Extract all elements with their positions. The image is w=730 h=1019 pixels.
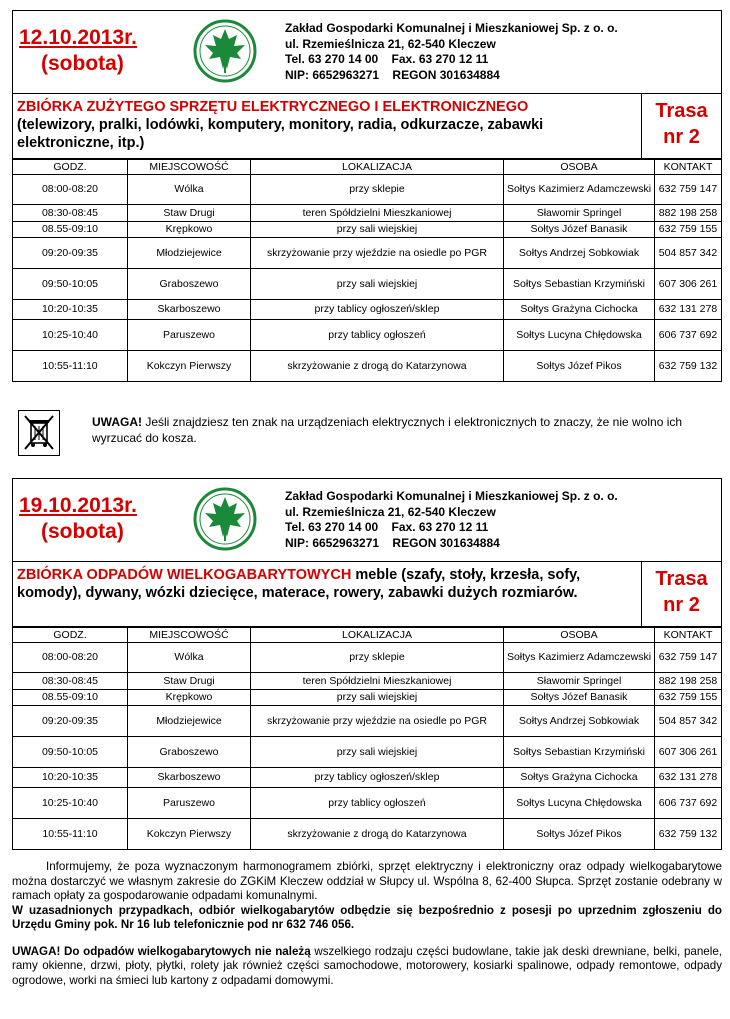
crossed-out-bin-icon (18, 410, 60, 456)
collection-title-box (12, 93, 722, 159)
collection-section-2 (12, 478, 722, 850)
cell-location: przy tablicy ogłoszeń/sklep (251, 300, 504, 320)
cell-place: Skarboszewo (128, 768, 251, 788)
cell-person: Sołtys Józef Pikos (504, 351, 655, 382)
col-contact: KONTAKT (655, 160, 722, 175)
cell-contact: 632 131 278 (655, 768, 722, 788)
route-label (641, 94, 721, 158)
footer-warning (12, 945, 722, 989)
cell-location: przy sali wiejskiej (251, 269, 504, 300)
col-person: OSOBA (504, 160, 655, 175)
cell-time: 09:50-10:05 (13, 269, 128, 300)
cell-contact: 632 759 132 (655, 819, 722, 850)
cell-person: Sołtys Józef Banasik (504, 222, 655, 238)
col-time: GODZ. (13, 628, 128, 643)
col-place: MIEJSCOWOŚĆ (128, 628, 251, 643)
footer-info: Informujemy, że poza wyznaczonym harmonogramem zbiórki, sprzęt elektryczny i elektroniczny oraz odpady wielkogabarytowe można dostarczyć we własnym zakresie do ZGKiM Kleczew oddział w Słupcy ul. Wspólna 8, 62-400 Słupca. Sprzęt zostanie odebrany w ramach opłaty za gospodarowanie odpadami komunalnymi. (12, 860, 722, 902)
title-red: ZBIÓRKA ZUŻYTEGO SPRZĘTU ELEKTRYCZNEGO I ELEKTRONICZNEGO (17, 99, 529, 115)
table-header-row (13, 160, 722, 175)
cell-contact: 607 306 261 (655, 737, 722, 768)
cell-person: Sołtys Andrzej Sobkowiak (504, 238, 655, 269)
cell-place: Paruszewo (128, 320, 251, 351)
section-header (12, 478, 722, 561)
cell-time: 10:25-10:40 (13, 788, 128, 819)
route-number: nr 2 (663, 126, 700, 148)
cell-person: Sołtys Kazimierz Adamczewski (504, 175, 655, 205)
col-contact: KONTAKT (655, 628, 722, 643)
route-number: nr 2 (663, 594, 700, 616)
cell-location: przy sklepie (251, 643, 504, 673)
cell-time: 08:00-08:20 (13, 175, 128, 205)
cell-place: Krępkowo (128, 690, 251, 706)
cell-contact: 882 198 258 (655, 673, 722, 690)
table-row (13, 768, 722, 788)
company-phone: Tel. 63 270 14 00 Fax. 63 270 12 11 (285, 520, 489, 534)
footer-warning-label: UWAGA! Do odpadów wielkogabarytowych nie należą (12, 944, 311, 958)
table-row (13, 737, 722, 768)
cell-time: 08:00-08:20 (13, 643, 128, 673)
warning-text (92, 414, 712, 446)
cell-place: Graboszewo (128, 737, 251, 768)
route-word: Trasa (655, 100, 708, 122)
table-row (13, 788, 722, 819)
collection-title (17, 98, 631, 152)
cell-time: 10:25-10:40 (13, 320, 128, 351)
table-header-row (13, 628, 722, 643)
cell-contact: 632 759 147 (655, 175, 722, 205)
title-items: (telewizory, pralki, lodówki, komputery, monitory, radia, odkurzacze, zabawki elektroniczne, itp.) (17, 117, 544, 151)
cell-location: skrzyżowanie przy wjeździe na osiedle po PGR (251, 706, 504, 737)
footer-pickup: W uzasadnionych przypadkach, odbiór wielkogabarytów odbędzie się bezpośrednio z posesji po uprzednim zgłoszeniu do Urzędu Gminy pok. Nr 16 lub telefonicznie pod nr 632 746 056. (12, 903, 722, 931)
company-phone: Tel. 63 270 14 00 Fax. 63 270 12 11 (285, 52, 489, 66)
cell-contact: 632 131 278 (655, 300, 722, 320)
schedule-table (12, 159, 722, 382)
table-row (13, 205, 722, 222)
cell-person: Sołtys Lucyna Chłędowska (504, 320, 655, 351)
cell-time: 09:50-10:05 (13, 737, 128, 768)
cell-place: Wólka (128, 643, 251, 673)
cell-contact: 504 857 342 (655, 238, 722, 269)
cell-person: Sołtys Sebastian Krzymiński (504, 737, 655, 768)
schedule-table (12, 627, 722, 850)
cell-place: Młodziejewice (128, 238, 251, 269)
cell-time: 10:20-10:35 (13, 300, 128, 320)
cell-time: 10:55-11:10 (13, 351, 128, 382)
cell-place: Kokczyn Pierwszy (128, 819, 251, 850)
cell-location: przy tablicy ogłoszeń (251, 788, 504, 819)
cell-place: Kokczyn Pierwszy (128, 351, 251, 382)
cell-location: teren Spółdzielni Mieszkaniowej (251, 205, 504, 222)
day-text: (sobota) (41, 52, 124, 75)
cell-location: teren Spółdzielni Mieszkaniowej (251, 673, 504, 690)
col-person: OSOBA (504, 628, 655, 643)
company-info (285, 21, 618, 83)
cell-time: 09:20-09:35 (13, 238, 128, 269)
date-text: 12.10.2013r. (19, 26, 137, 49)
cell-contact: 607 306 261 (655, 269, 722, 300)
table-row (13, 643, 722, 673)
cell-contact: 882 198 258 (655, 205, 722, 222)
cell-place: Staw Drugi (128, 205, 251, 222)
col-time: GODZ. (13, 160, 128, 175)
cell-location: przy sali wiejskiej (251, 690, 504, 706)
company-ids: NIP: 6652963271 REGON 301634884 (285, 535, 500, 550)
warning-body: Jeśli znajdziesz ten znak na urządzeniach elektrycznych i elektronicznych to znaczy, że nie wolno ich wyrzucać do kosza. (92, 415, 683, 445)
cell-location: przy sklepie (251, 175, 504, 205)
table-row (13, 351, 722, 382)
cell-place: Krępkowo (128, 222, 251, 238)
table-row (13, 175, 722, 205)
table-row (13, 269, 722, 300)
schedule-body (13, 643, 722, 850)
date-text: 19.10.2013r. (19, 494, 137, 517)
cell-place: Paruszewo (128, 788, 251, 819)
company-logo-icon (193, 487, 257, 551)
day-text: (sobota) (41, 520, 124, 543)
cell-place: Staw Drugi (128, 673, 251, 690)
schedule-body (13, 175, 722, 382)
cell-person: Sołtys Lucyna Chłędowska (504, 788, 655, 819)
cell-contact: 606 737 692 (655, 788, 722, 819)
cell-place: Młodziejewice (128, 706, 251, 737)
cell-time: 08.55-09:10 (13, 690, 128, 706)
cell-person: Sołtys Kazimierz Adamczewski (504, 643, 655, 673)
cell-location: przy tablicy ogłoszeń/sklep (251, 768, 504, 788)
company-name: Zakład Gospodarki Komunalnej i Mieszkaniowej Sp. z o. o. (285, 21, 618, 35)
cell-contact: 632 759 155 (655, 222, 722, 238)
collection-date (19, 493, 137, 545)
company-logo-icon (193, 19, 257, 83)
table-row (13, 238, 722, 269)
table-row (13, 300, 722, 320)
footer-notes (12, 860, 722, 988)
company-info (285, 489, 618, 551)
collection-title (17, 566, 631, 602)
cell-location: przy sali wiejskiej (251, 737, 504, 768)
cell-contact: 632 759 132 (655, 351, 722, 382)
table-row (13, 222, 722, 238)
cell-time: 08:30-08:45 (13, 205, 128, 222)
cell-person: Sołtys Andrzej Sobkowiak (504, 706, 655, 737)
title-items: meble (szafy, stoły, krzesła, sofy, komody), dywany, wózki dziecięce, materace, rowery, zabawki dużych rozmiarów. (17, 567, 581, 601)
collection-date (19, 25, 137, 77)
cell-location: przy sali wiejskiej (251, 222, 504, 238)
table-row (13, 320, 722, 351)
warning-label: UWAGA! (92, 415, 142, 429)
cell-location: przy tablicy ogłoszeń (251, 320, 504, 351)
table-row (13, 706, 722, 737)
cell-contact: 632 759 155 (655, 690, 722, 706)
cell-location: skrzyżowanie z drogą do Katarzynowa (251, 351, 504, 382)
footer-warning-text: wszelkiego rodzaju części budowlane, takie jak deski drewniane, belki, panele, ramy okienne, drzwi, płoty, płytki, rolety jak również części samochodowe, motorowery, kosiarki spalinowe, odpady remontowe, odpady ogrodowe, worki na śmieci lub kartony z odpadami domowymi. (12, 944, 723, 987)
table-row (13, 819, 722, 850)
col-location: LOKALIZACJA (251, 628, 504, 643)
cell-contact: 504 857 342 (655, 706, 722, 737)
cell-person: Sołtys Józef Banasik (504, 690, 655, 706)
cell-place: Wólka (128, 175, 251, 205)
cell-time: 10:20-10:35 (13, 768, 128, 788)
company-name: Zakład Gospodarki Komunalnej i Mieszkaniowej Sp. z o. o. (285, 489, 618, 503)
cell-place: Skarboszewo (128, 300, 251, 320)
company-ids: NIP: 6652963271 REGON 301634884 (285, 67, 500, 82)
col-location: LOKALIZACJA (251, 160, 504, 175)
cell-contact: 632 759 147 (655, 643, 722, 673)
title-red: ZBIÓRKA ODPADÓW WIELKOGABARYTOWYCH (17, 567, 352, 583)
company-address: ul. Rzemieślnicza 21, 62-540 Kleczew (285, 36, 496, 51)
cell-location: skrzyżowanie przy wjeździe na osiedle po PGR (251, 238, 504, 269)
cell-person: Sołtys Sebastian Krzymiński (504, 269, 655, 300)
cell-time: 08.55-09:10 (13, 222, 128, 238)
collection-section-1 (12, 10, 722, 382)
cell-time: 09:20-09:35 (13, 706, 128, 737)
route-word: Trasa (655, 568, 708, 590)
collection-title-box (12, 561, 722, 627)
col-place: MIEJSCOWOŚĆ (128, 160, 251, 175)
cell-time: 08:30-08:45 (13, 673, 128, 690)
cell-time: 10:55-11:10 (13, 819, 128, 850)
cell-location: skrzyżowanie z drogą do Katarzynowa (251, 819, 504, 850)
cell-person: Sławomir Springel (504, 205, 655, 222)
cell-place: Graboszewo (128, 269, 251, 300)
route-label (641, 562, 721, 626)
table-row (13, 673, 722, 690)
company-address: ul. Rzemieślnicza 21, 62-540 Kleczew (285, 504, 496, 519)
cell-person: Sołtys Grażyna Cichocka (504, 768, 655, 788)
table-row (13, 690, 722, 706)
cell-person: Sołtys Grażyna Cichocka (504, 300, 655, 320)
cell-person: Sołtys Józef Pikos (504, 819, 655, 850)
warning-box (12, 408, 722, 458)
section-header (12, 10, 722, 93)
cell-person: Sławomir Springel (504, 673, 655, 690)
cell-contact: 606 737 692 (655, 320, 722, 351)
